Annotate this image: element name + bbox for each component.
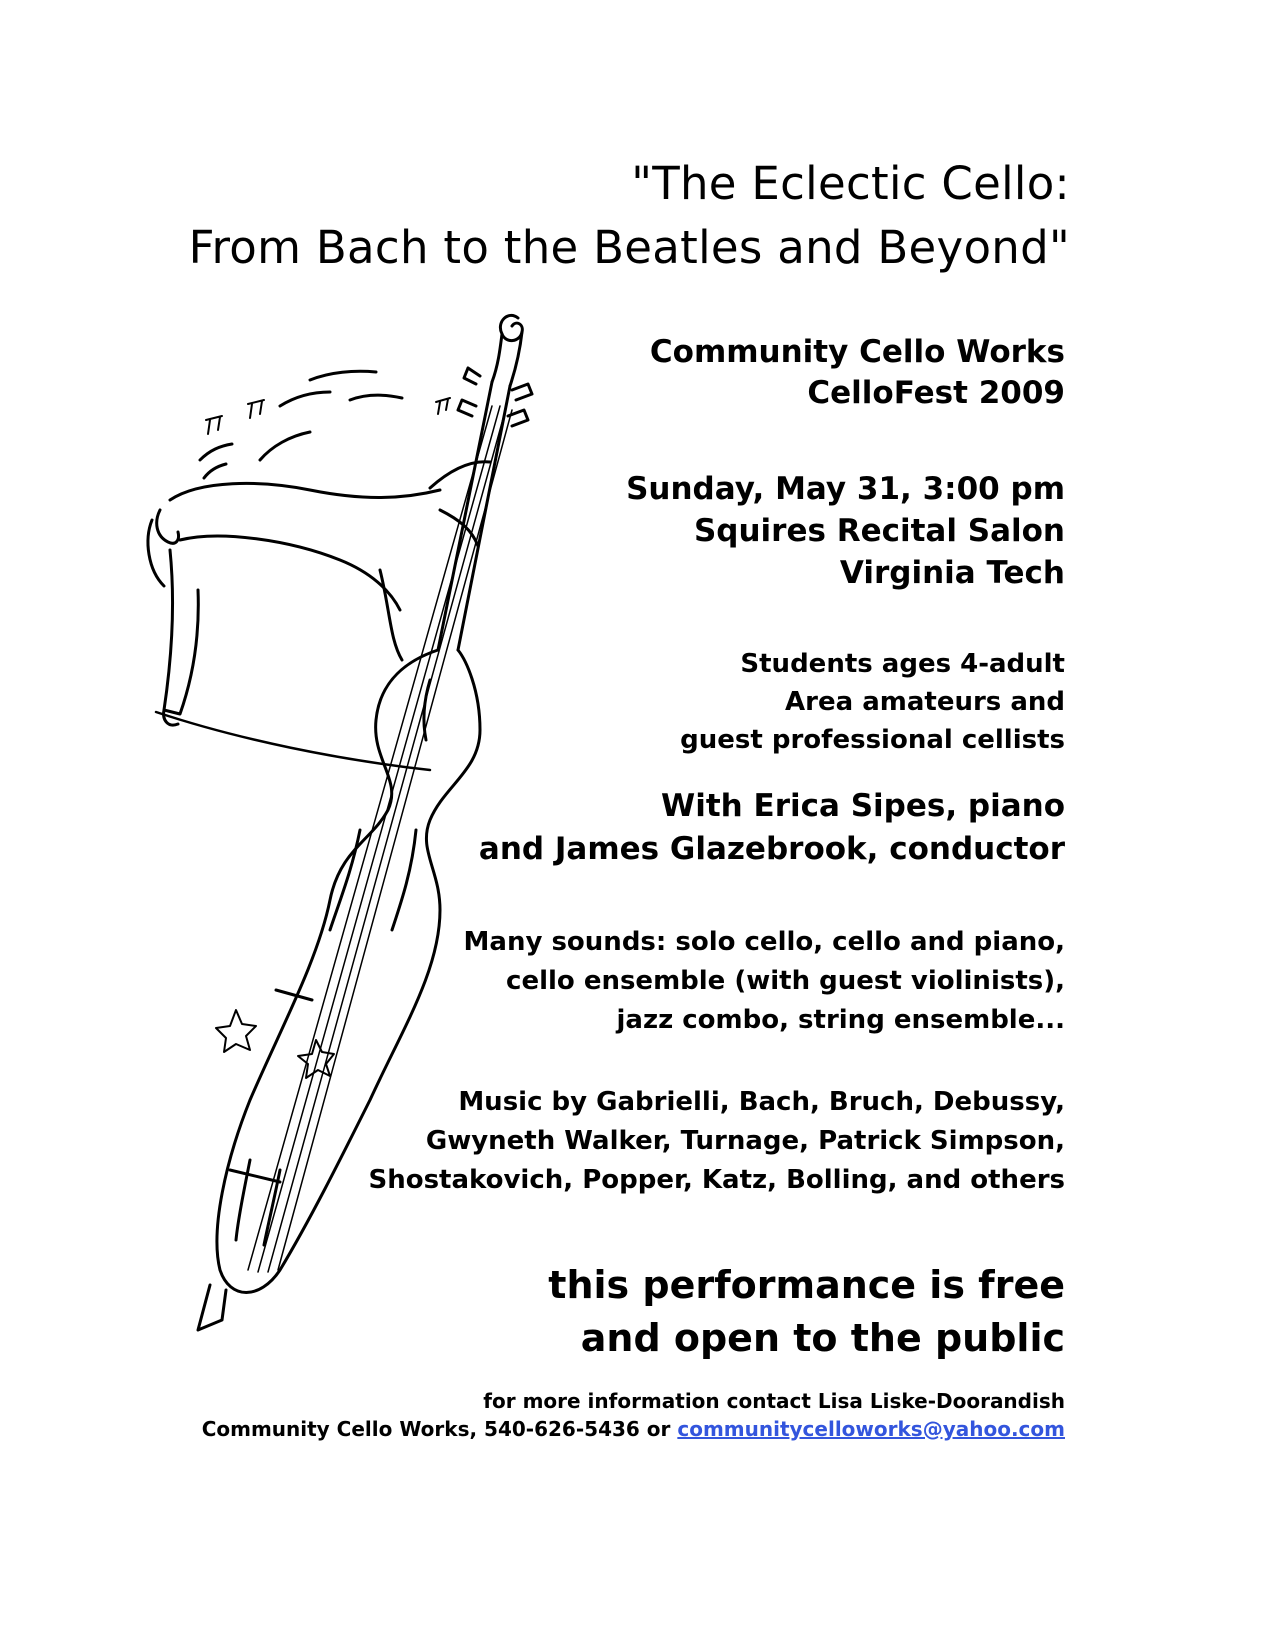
admission-line-1: this performance is free	[548, 1263, 1065, 1307]
event-institution: Virginia Tech	[839, 555, 1065, 591]
poster-title	[70, 152, 1070, 280]
guests-block	[479, 785, 1065, 871]
composers-line-3: Shostakovich, Popper, Katz, Bolling, and others	[368, 1165, 1065, 1195]
contact-phone-text: Community Cello Works, 540-626-5436 or	[201, 1417, 678, 1441]
composers-line-1: Music by Gabrielli, Bach, Bruch, Debussy,	[458, 1087, 1065, 1117]
performers-line-1: Students ages 4-adult	[740, 649, 1065, 679]
organizer-block	[650, 332, 1065, 414]
sounds-line-1: Many sounds: solo cello, cello and piano,	[463, 927, 1065, 957]
admission-line-2: and open to the public	[580, 1316, 1065, 1360]
event-date-time: Sunday, May 31, 3:00 pm	[626, 471, 1065, 507]
sounds-line-2: cello ensemble (with guest violinists),	[506, 966, 1065, 996]
event-block	[626, 468, 1065, 594]
performers-line-2: Area amateurs and	[785, 687, 1065, 717]
event-venue: Squires Recital Salon	[693, 513, 1065, 549]
guests-line-1: With Erica Sipes, piano	[661, 788, 1065, 824]
organizer-name: Community Cello Works	[649, 334, 1065, 370]
title-line-2: From Bach to the Beatles and Beyond"	[188, 221, 1070, 274]
sounds-block	[464, 923, 1065, 1040]
title-line-1: "The Eclectic Cello:	[631, 157, 1070, 210]
sounds-line-3: jazz combo, string ensemble...	[616, 1005, 1065, 1035]
contact-line-2	[202, 1415, 1065, 1443]
performers-line-3: guest professional cellists	[680, 725, 1065, 755]
contact-email-link[interactable]: communitycelloworks@yahoo.com	[677, 1417, 1065, 1441]
composers-block	[368, 1083, 1065, 1200]
festival-name: CelloFest 2009	[807, 375, 1065, 411]
guests-line-2: and James Glazebrook, conductor	[478, 831, 1065, 867]
performers-block	[680, 645, 1065, 759]
contact-block	[202, 1387, 1065, 1443]
composers-line-2: Gwyneth Walker, Turnage, Patrick Simpson,	[425, 1126, 1065, 1156]
contact-line-1: for more information contact Lisa Liske-Doorandish	[483, 1389, 1065, 1413]
admission-block	[548, 1259, 1065, 1365]
